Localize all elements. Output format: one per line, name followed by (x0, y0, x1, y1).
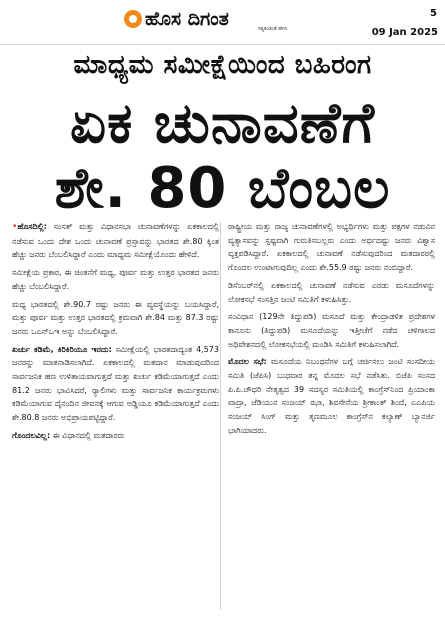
paragraph: ಡಿಸೆಂಬರ್‌ನಲ್ಲಿ ಏಕಕಾಲದಲ್ಲಿ ಚುನಾವಣೆ ನಡೆಸುವ ಎರಡು ಮಸೂದೆಗಳನ್ನು ಲೋಕಸಭೆ ಸಂಸತ್ತಿನ ಜಂಟಿ ಸಮಿತಿಗೆ ಕಳುಹಿಸಿತ್ತು. (228, 280, 435, 304)
tagline: ಸತ್ಯಕಂಡಂತೆ ಹೇಳು (258, 26, 288, 32)
subheading: ಮೊದಲ ಸಭೆ: (228, 357, 267, 367)
subheading: ಗೊಂದಲವಿಲ್ಲ: (12, 430, 51, 440)
paragraph: ಗೊಂದಲವಿಲ್ಲ: ಈ ವಿಧಾನದಲ್ಲಿ ಮತದಾರರು (12, 430, 125, 440)
headline-kicker: ಮಾಧ್ಯಮ ಸಮೀಕ್ಷೆಯಿಂದ ಬಹಿರಂಗ (73, 50, 372, 80)
paragraph: ಖರ್ಚು ಕಡಿಮೆ, ಕಿರಿಕಿರಿಯೂ ಇರದು: ಸಮೀಕ್ಷೆಯಲ್ಲಿ ಭಾರತದಾದ್ಯಂತ 4,573 ಜನರನ್ನು ಮಾತನಾಡಿಸಲಾಗಿದೆ. ಏಕಕಾಲದಲ್ಲಿ ಮತದಾನ ಮಾಡುವುದರಿಂದ ಸಾರ್ವಜನಿಕ ಹಣ ಉಳಿತಾಯವಾಗುತ್ತದೆ ಮತ್ತು ಖರ್ಚು ಕಡಿಮೆಯಾಗುತ್ತದೆ ಎಂದು 81.2 ಜನರು ಭಾವಿಸಿದರೆ, ರ‍್ಯಾಲಿಗಳು ಮತ್ತು ಸಾರ್ವಜನಿಕ ಕಾರ್ಯಕ್ರಮಗಳು ಕಡಿಮೆಯಾಗುವ ದೈನಂದಿನ ಜೀವನಕ್ಕೆ ಆಗುವ ಅಡ್ಡಿಯೂ ಕಡಿಮೆಯಾಗುತ್ತದೆ ಎಂದು ಶೇ.80.8 ಜನರು ಅಭಿಪ್ರಾಯಪಟ್ಟಿದ್ದಾರೆ. (12, 344, 219, 423)
paragraph: ರಾಷ್ಟ್ರೀಯ ಮತ್ತು ರಾಜ್ಯ ಚುನಾವಣೆಗಳಲ್ಲಿ ಅಭ್ಯರ್ಥಿಗಳು ಮತ್ತು ಪಕ್ಷಗಳ ನಡುವಿನ ವ್ಯತ್ಯಾಸವನ್ನು ಸ್ಪಷ್ಟವಾಗಿ ಗುರುತಿಸಬಲ್ಲರು ಎಂದು ಅರ್ಧದಷ್ಟು ಜನರು ವಿಶ್ವಾಸ ವ್ಯಕ್ತಪಡಿಸಿದ್ದಾರೆ. ಏಕಕಾಲದಲ್ಲಿ ಚುನಾವಣೆ ನಡೆಸುವುದರಿಂದ ಮತದಾರರಲ್ಲಿ ಗೊಂದಲ ಉಂಟಾಗುವುದಿಲ್ಲ ಎಂದು ಶೇ.55.9 ರಷ್ಟು ಜನರು ನಂಬಿದ್ದಾರೆ. (228, 222, 435, 273)
headline-line-1: ಏಕ ಚುನಾವಣೆಗೆ (69, 91, 376, 156)
dateline: ಹೊಸದಿಲ್ಲಿ: (17, 222, 47, 231)
bullet-icon: • (12, 222, 18, 232)
paragraph: ಸಂವಿಧಾನ (129ನೇ ತಿದ್ದುಪಡಿ) ಮಸೂದೆ ಮತ್ತು ಕೇಂದ್ರಾಡಳಿತ ಪ್ರದೇಶಗಳ ಕಾನೂನು (ತಿದ್ದುಪಡಿ) ಮಸೂದೆಯನ್ನು ಇತ್ತೀಚೆಗೆ ನಡೆದ ಚಳಿಗಾಲದ ಅಧಿವೇಶನದಲ್ಲಿ ಲೋಕಸಭೆಯಲ್ಲಿ ಮಂಡಿಸಿ ಸಮಿತಿಗೆ ಕಳುಹಿಸಲಾಗಿದೆ. (228, 312, 435, 349)
newspaper-logo (124, 7, 229, 31)
column-divider (220, 222, 221, 610)
masthead (0, 0, 445, 45)
article-column-right (228, 220, 435, 442)
paragraph: ಮಧ್ಯ ಭಾರತದಲ್ಲಿ ಶೇ.90.7 ರಷ್ಟು ಜನರು ಈ ವ್ಯವಸ್ಥೆಯನ್ನು ಬಯಸಿದ್ದಾರೆ, ಮತ್ತು ಪೂರ್ವ ಮತ್ತು ಉತ್ತರ ಭಾರತದಲ್ಲಿ ಕ್ರಮವಾಗಿ ಶೇ.84 ಮತ್ತು 87.3 ರಷ್ಟು ಜನರು ಒಎನ್‌ಒಇ ಅನ್ನು ಬೆಂಬಲಿಸಿದ್ದಾರೆ. (12, 299, 219, 336)
logo-text: ಹೊಸ ದಿಗಂತ (145, 8, 229, 30)
subheading: ಖರ್ಚು ಕಡಿಮೆ, ಕಿರಿಕಿರಿಯೂ ಇರದು: (12, 344, 112, 354)
paragraph: ಮೊದಲ ಸಭೆ: ಮಸೂದೆಯ ನಿಬಂಧನೆಗಳ ಬಗ್ಗೆ ಚರ್ಚಿಸಲು ಜಂಟಿ ಸಂಸದೀಯ ಸಮಿತಿ (ಜೆಪಿಸಿ) ಬುಧವಾರ ತನ್ನ ಮೊದಲ ಸಭೆ ನಡೆಸಿತು. ಬಿಜೆಪಿ ಸಂಸದ ಪಿ.ಪಿ.ಚೌಧರಿ ನೇತೃತ್ವದ 39 ಸದಸ್ಯರ ಸಮಿತಿಯಲ್ಲಿ ಕಾಂಗ್ರೆಸ್‌ನಿಂದ ಪ್ರಿಯಾಂಕಾ ವಾದ್ರಾ, ಜೆಡಿಯುನ ಸಂಜಯ್ ಝಾ, ಶಿವಸೇನೆಯ ಶ್ರೀಕಾಂತ್ ಶಿಂದೆ, ಎಎಪಿಯ ಸಂಜಯ್ ಸಿಂಗ್ ಮತ್ತು ತೃಣಮೂಲ ಕಾಂಗ್ರೆಸ್‌ನ ಕಲ್ಯಾಣ್ ಬ್ಯಾನರ್ಜಿ ಭಾಗಿಯಾದರು. (228, 357, 435, 435)
article-column-left (12, 220, 219, 447)
paragraph: •ಹೊಸದಿಲ್ಲಿ: ಸಂಸತ್ ಮತ್ತು ವಿಧಾನಸಭಾ ಚುನಾವಣೆಗಳನ್ನು ಏಕಕಾಲದಲ್ಲಿ ನಡೆಸುವ ಒಂದು ದೇಶ ಒಂದು ಚುನಾವಣೆ ಪ್ರಸ್ತಾವನ್ನು ಭಾರತದ ಶೇ.80 ಕ್ಕಿಂತ ಹೆಚ್ಚು ಜನರು ಬೆಂಬಲಿಸಿದ್ದಾರೆ ಎಂದು ಮಾಧ್ಯಮ ಸಮೀಕ್ಷೆಯೊಂದು ಹೇಳಿದೆ. (12, 222, 219, 260)
page-number: 5 (430, 8, 437, 19)
edition-date: 09 Jan 2025 (371, 27, 438, 38)
paragraph: ಸಮೀಕ್ಷೆಯ ಪ್ರಕಾರ, ಈ ಚಿಂತನೆಗೆ ಮಧ್ಯ, ಪೂರ್ವ ಮತ್ತು ಉತ್ತರ ಭಾರತದ ಜನರು ಹೆಚ್ಚು ಬೆಂಬಲಿಸಿದ್ದಾರೆ. (12, 268, 219, 291)
headline-line-2: ಶೇ. 80 ಬೆಂಬಲ (54, 156, 391, 221)
sun-logo-icon (124, 10, 142, 28)
